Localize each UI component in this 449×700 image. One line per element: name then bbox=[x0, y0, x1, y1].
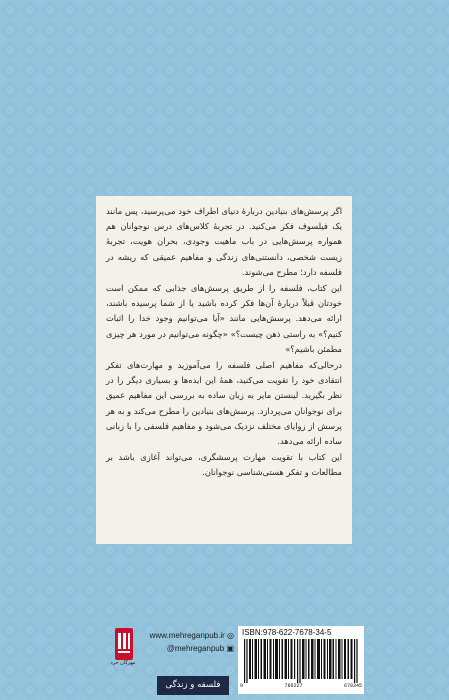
series-title-bar: فلسفه و زندگی bbox=[157, 676, 229, 695]
barcode bbox=[244, 639, 358, 683]
social-handle[interactable]: @mehreganpub bbox=[166, 644, 225, 653]
barcode-panel bbox=[238, 626, 364, 694]
blurb-box bbox=[96, 196, 352, 544]
publisher-name: مهرگان خرد bbox=[110, 660, 136, 666]
barcode-digit-lead: 9 bbox=[240, 683, 244, 689]
barcode-digits bbox=[240, 683, 362, 689]
isbn-text: ISBN:978-622-7678-34-5 bbox=[242, 628, 332, 637]
contact-info bbox=[134, 629, 234, 655]
blurb-paragraph-1: اگر پرسش‌های بنیادین دربارهٔ دنیای اطراف خود می‌پرسید، پس مانند یک فیلسوف فکر می‌کنید. در تجربهٔ کلاس‌های درس نوجوانان هم همواره پرسش‌هایی در باب ماهیت وجودی، بحران هویت، تجربهٔ زیست شخصی، دانستنی‌های زندگی و مفاهیم عمیقی که ریشه در فلسفه دارد؛ مطرح می‌شوند. bbox=[106, 206, 342, 277]
blurb-paragraph-2: این کتاب، فلسفه را از طریق پرسش‌های جذابی که ممکن است خودتان قبلاً دربارهٔ آن‌ها فکر کرده باشید یا از شما پرسیده باشند، ارائه می‌دهد. پرسش‌هایی مانند «آیا می‌توانیم وجود خدا را اثبات کنیم؟» به راستی ذهن چیست؟» «چگونه می‌توانیم در مورد هر چیزی مطمئن باشیم؟» bbox=[106, 283, 342, 354]
blurb-paragraph-3: درحالی‌که مفاهیم اصلی فلسفه را می‌آموزید و مهارت‌های تفکر انتقادی خود را تقویت می‌کنید، همهٔ این ایده‌ها و بسیاری دیگر را در نظر بگیرید. لینستن مایر به زبان ساده به بررسی این مفاهیم عمیق برای نوجوانان می‌پردازد. پرسش‌های بنیادین را مطرح می‌کند و به هر پرسش از زوایای مختلف نزدیک می‌شود و مفاهیم فلسفی را با زبانی ساده ارائه می‌دهد. bbox=[106, 360, 342, 447]
barcode-digit-group-1: 786227 bbox=[284, 683, 303, 689]
globe-icon: ◎ bbox=[227, 631, 234, 640]
publisher-logo bbox=[115, 628, 133, 660]
instagram-icon: ▣ bbox=[226, 644, 234, 653]
blurb-paragraph-4: این کتاب با تقویت مهارت پرسشگری، می‌تواند آغازی باشد بر مطالعات و تفکر هستی‌شناسی نوجوانان. bbox=[106, 452, 342, 478]
barcode-digit-group-2: 678345 bbox=[343, 683, 362, 689]
website-link[interactable]: www.mehreganpub.ir bbox=[149, 631, 225, 640]
